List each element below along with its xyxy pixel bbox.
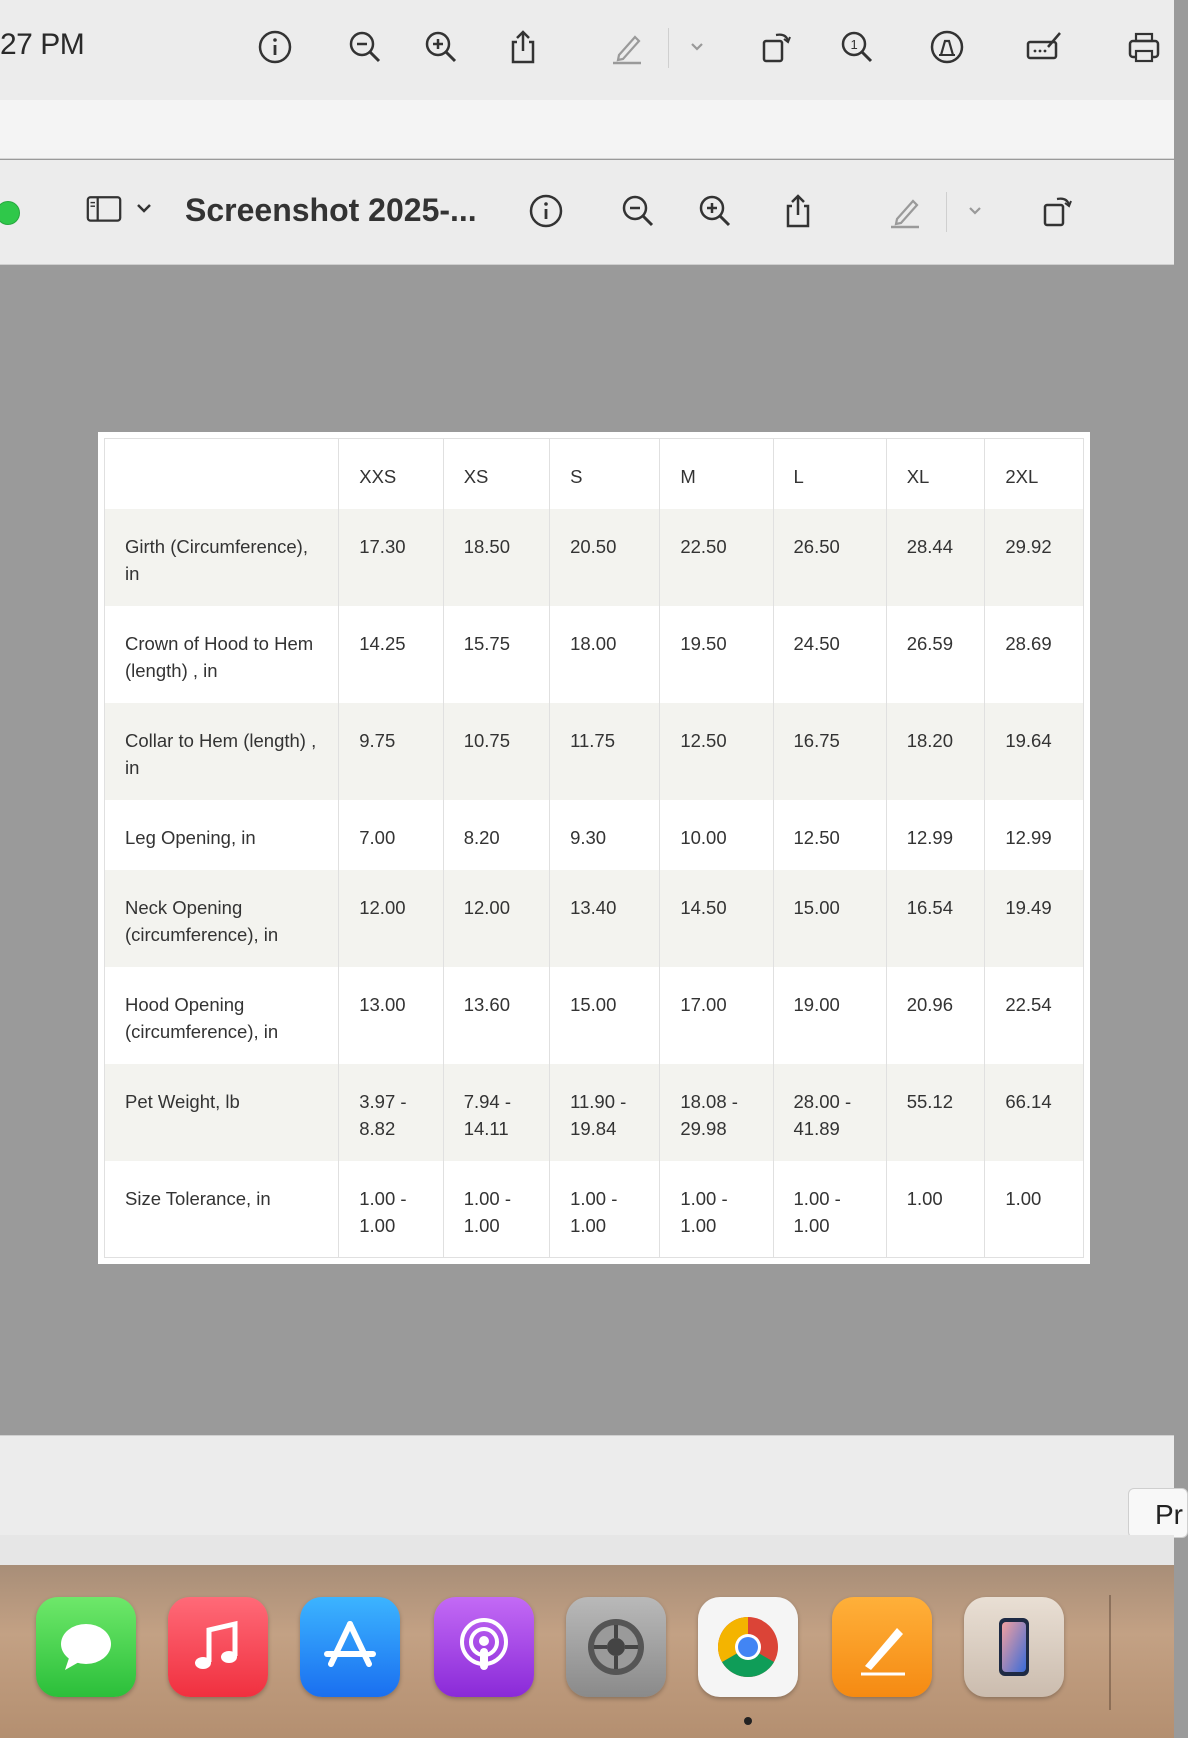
table-cell: 28.69 <box>985 606 1084 703</box>
chevron-down-icon[interactable] <box>953 189 997 233</box>
table-cell: 13.40 <box>550 870 660 967</box>
column-header: XXS <box>339 439 443 509</box>
table-cell: 18.50 <box>443 509 549 606</box>
table-cell: 12.99 <box>886 800 985 870</box>
info-icon[interactable] <box>524 189 568 233</box>
zoom-out-icon[interactable] <box>616 189 660 233</box>
table-cell: 18.20 <box>886 703 985 800</box>
table-cell: 1.00 <box>985 1161 1084 1258</box>
table-cell: 12.99 <box>985 800 1084 870</box>
row-label: Crown of Hood to Hem (length) , in <box>105 606 339 703</box>
table-cell: 1.00 - 1.00 <box>660 1161 773 1258</box>
table-row <box>105 606 1084 703</box>
table-cell: 15.75 <box>443 606 549 703</box>
table-cell: 20.96 <box>886 967 985 1064</box>
document-page <box>98 432 1090 1264</box>
table-cell: 10.00 <box>660 800 773 870</box>
bottom-bar <box>0 1535 1174 1565</box>
table-cell: 11.75 <box>550 703 660 800</box>
table-cell: 19.50 <box>660 606 773 703</box>
music-app-icon[interactable] <box>168 1597 268 1697</box>
bottom-panel <box>0 1435 1174 1536</box>
messages-app-icon[interactable] <box>36 1597 136 1697</box>
table-cell: 12.50 <box>660 703 773 800</box>
table-header-row <box>105 439 1084 509</box>
column-header: 2XL <box>985 439 1084 509</box>
row-label: Collar to Hem (length) , in <box>105 703 339 800</box>
row-label: Neck Opening (circumference), in <box>105 870 339 967</box>
table-cell: 55.12 <box>886 1064 985 1161</box>
column-header <box>105 439 339 509</box>
toolbar-separator <box>668 28 669 68</box>
table-cell: 28.00 - 41.89 <box>773 1064 886 1161</box>
table-cell: 19.64 <box>985 703 1084 800</box>
clock: 27 PM <box>0 28 85 61</box>
highlight-pen-icon[interactable] <box>883 189 927 233</box>
table-cell: 15.00 <box>773 870 886 967</box>
table-cell: 28.44 <box>886 509 985 606</box>
zoom-in-icon[interactable] <box>419 25 463 69</box>
table-row <box>105 1161 1084 1258</box>
table-cell: 26.50 <box>773 509 886 606</box>
table-row <box>105 800 1084 870</box>
table-cell: 16.75 <box>773 703 886 800</box>
table-cell: 17.30 <box>339 509 443 606</box>
column-header: L <box>773 439 886 509</box>
share-icon[interactable] <box>776 189 820 233</box>
zoom-out-icon[interactable] <box>343 25 387 69</box>
sidebar-chevron-down-icon[interactable] <box>122 186 166 230</box>
row-label: Pet Weight, lb <box>105 1064 339 1161</box>
window-toolbar <box>0 160 1174 265</box>
table-cell: 14.50 <box>660 870 773 967</box>
window-title: Screenshot 2025-... <box>185 192 477 228</box>
signature-icon[interactable] <box>1022 25 1066 69</box>
column-header: S <box>550 439 660 509</box>
table-row <box>105 1064 1084 1161</box>
table-cell: 18.08 - 29.98 <box>660 1064 773 1161</box>
table-cell: 29.92 <box>985 509 1084 606</box>
chrome-app-icon[interactable] <box>698 1597 798 1697</box>
table-cell: 18.00 <box>550 606 660 703</box>
table-cell: 12.00 <box>339 870 443 967</box>
app-store-app-icon[interactable] <box>300 1597 400 1697</box>
column-header: XL <box>886 439 985 509</box>
system-settings-app-icon[interactable] <box>566 1597 666 1697</box>
table-cell: 10.75 <box>443 703 549 800</box>
top-toolbar <box>0 0 1174 101</box>
table-cell: 66.14 <box>985 1064 1084 1161</box>
table-cell: 9.30 <box>550 800 660 870</box>
svg-text:1: 1 <box>850 37 858 52</box>
pages-app-icon[interactable] <box>832 1597 932 1697</box>
table-cell: 16.54 <box>886 870 985 967</box>
dock-separator <box>1109 1595 1111 1710</box>
tab-strip <box>0 100 1174 159</box>
zoom-in-icon[interactable] <box>693 189 737 233</box>
highlight-pen-icon[interactable] <box>605 25 649 69</box>
table-cell: 13.00 <box>339 967 443 1064</box>
table-cell: 15.00 <box>550 967 660 1064</box>
rotate-icon[interactable] <box>754 25 798 69</box>
table-cell: 1.00 - 1.00 <box>550 1161 660 1258</box>
chevron-down-icon[interactable] <box>675 25 719 69</box>
table-cell: 7.94 - 14.11 <box>443 1064 549 1161</box>
table-row <box>105 967 1084 1064</box>
row-label: Leg Opening, in <box>105 800 339 870</box>
table-cell: 12.00 <box>443 870 549 967</box>
table-cell: 7.00 <box>339 800 443 870</box>
table-cell: 1.00 - 1.00 <box>339 1161 443 1258</box>
toolbar-separator <box>946 192 947 232</box>
markup-icon[interactable] <box>925 25 969 69</box>
table-cell: 17.00 <box>660 967 773 1064</box>
table-row <box>105 703 1084 800</box>
search-icon[interactable] <box>835 25 879 69</box>
row-label: Girth (Circumference), in <box>105 509 339 606</box>
column-header: XS <box>443 439 549 509</box>
row-label: Size Tolerance, in <box>105 1161 339 1258</box>
table-row <box>105 509 1084 606</box>
table-cell: 19.00 <box>773 967 886 1064</box>
table-cell: 1.00 - 1.00 <box>773 1161 886 1258</box>
table-cell: 1.00 - 1.00 <box>443 1161 549 1258</box>
row-label: Hood Opening (circumference), in <box>105 967 339 1064</box>
print-icon[interactable] <box>1122 25 1166 69</box>
table-cell: 11.90 - 19.84 <box>550 1064 660 1161</box>
table-cell: 14.25 <box>339 606 443 703</box>
table-cell: 8.20 <box>443 800 549 870</box>
table-cell: 26.59 <box>886 606 985 703</box>
table-cell: 24.50 <box>773 606 886 703</box>
table-cell: 1.00 <box>886 1161 985 1258</box>
table-cell: 3.97 - 8.82 <box>339 1064 443 1161</box>
table-cell: 12.50 <box>773 800 886 870</box>
column-header: M <box>660 439 773 509</box>
size-chart-table <box>104 438 1084 1258</box>
print-button[interactable]: Pr <box>1128 1488 1188 1538</box>
share-icon[interactable] <box>501 25 545 69</box>
table-cell: 9.75 <box>339 703 443 800</box>
table-cell: 20.50 <box>550 509 660 606</box>
table-cell: 13.60 <box>443 967 549 1064</box>
dock <box>0 1565 1174 1738</box>
podcasts-app-icon[interactable] <box>434 1597 534 1697</box>
table-row <box>105 870 1084 967</box>
running-indicator <box>744 1717 752 1725</box>
table-cell: 19.49 <box>985 870 1084 967</box>
info-icon[interactable] <box>253 25 297 69</box>
table-cell: 22.50 <box>660 509 773 606</box>
rotate-icon[interactable] <box>1035 189 1079 233</box>
table-cell: 22.54 <box>985 967 1084 1064</box>
iphone-mirroring-app-icon[interactable] <box>964 1597 1064 1697</box>
